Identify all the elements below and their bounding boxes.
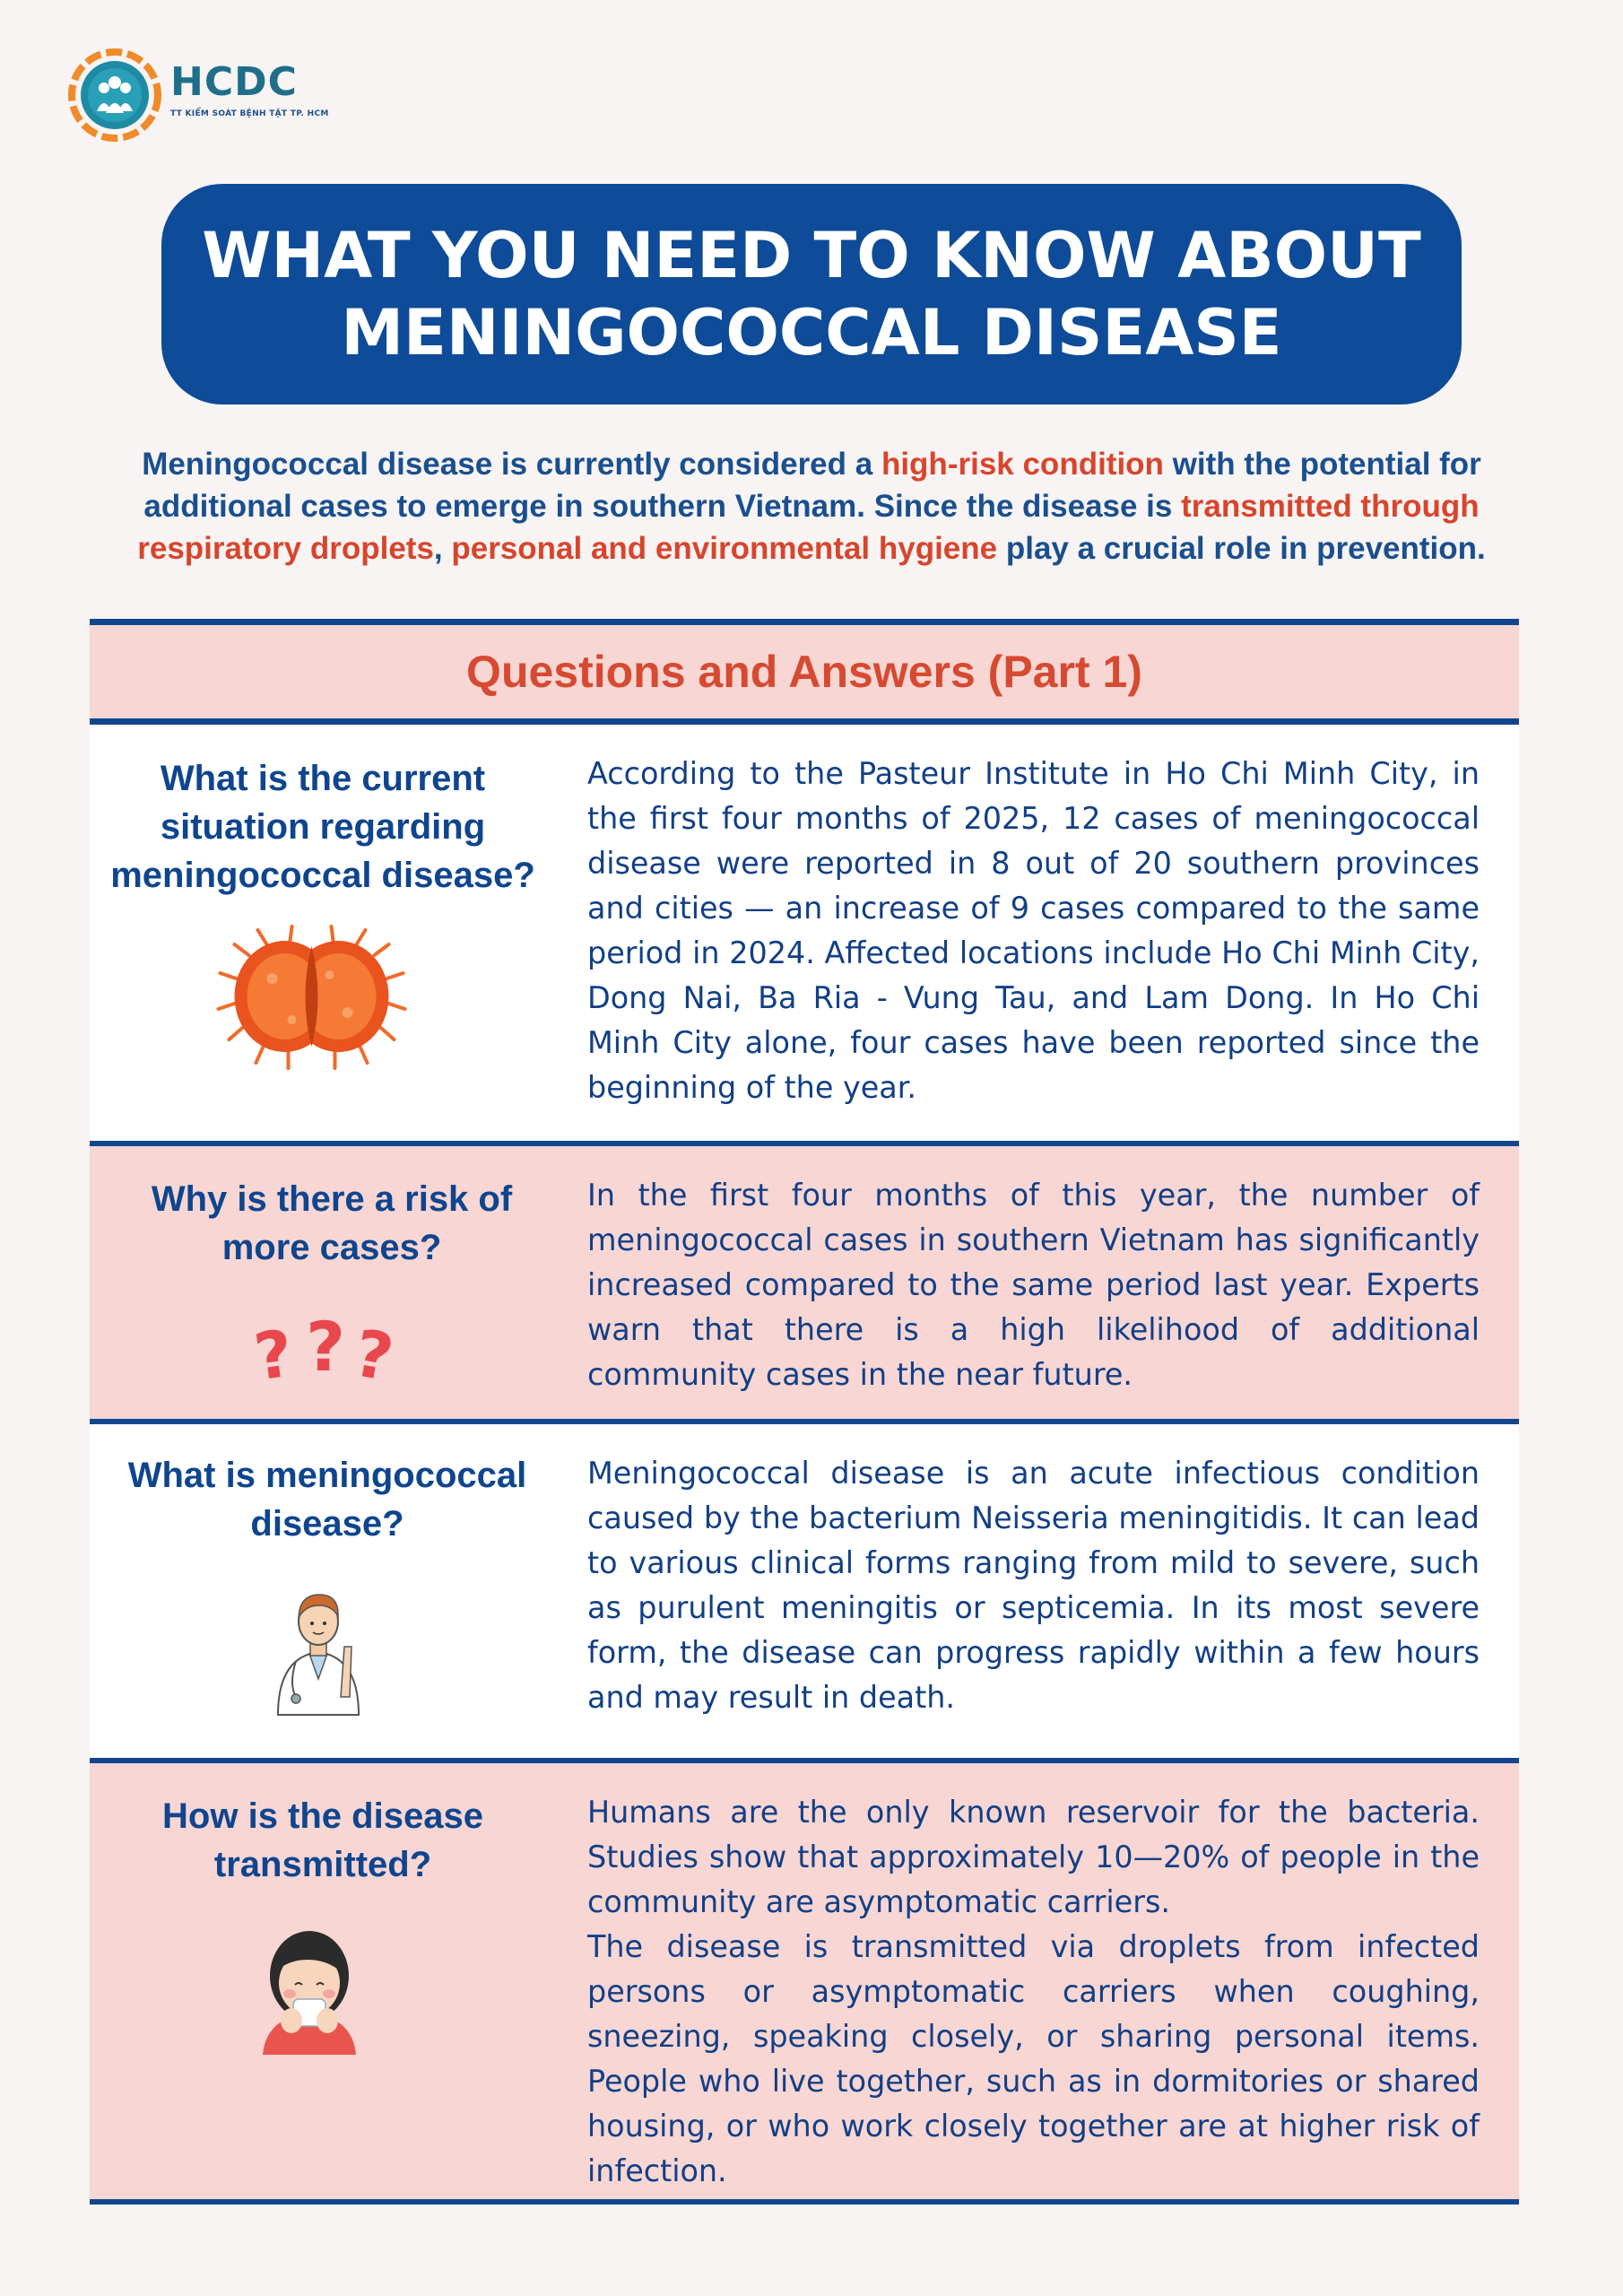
intro-text: play a crucial role in prevention. [997, 531, 1486, 566]
question-transmission: How is the disease transmitted? [162, 1796, 483, 1884]
intro-text: with the potential for additional cases to emerge in southern Vietnam. Since the disease is [143, 447, 1481, 524]
qa-row-what-is-disease [90, 1424, 1519, 1763]
question-current-situation: What is the current situation regarding meningococcal disease? [110, 759, 535, 895]
doctor-icon [269, 1580, 368, 1715]
qa-section [90, 619, 1519, 2205]
answer-transmission [587, 1790, 1480, 2194]
intro-text: Meningococcal disease is currently considered a [142, 447, 881, 482]
answer-what-is-disease: Meningococcal disease is an acute infectious condition caused by the bacterium Neisseria meningitidis. It can lead to various clinical forms ranging from mild to severe, such as purulent meningitis or septicemia. In its most severe form, the disease can progress rapidly within a few hours and may result in death. [587, 1456, 1480, 1715]
question-marks-icon [249, 1307, 408, 1396]
svg-text:?: ? [348, 1315, 399, 1396]
qa-row-risk-of-more-cases [90, 1146, 1519, 1424]
answer-risk-of-more-cases: In the first four months of this year, the number of meningococcal cases in southern Vietnam has significantly increased compared to the same period last year. Experts warn that there is a high likelihood of additional community cases in the near future. [587, 1178, 1480, 1392]
qa-row-transmission [90, 1763, 1519, 2205]
qa-row-current-situation [90, 725, 1519, 1146]
title-line-2: MENINGOCOCCAL DISEASE [341, 296, 1282, 370]
answer-transmission-p2: The disease is transmitted via droplets from infected persons or asymptomatic carriers when coughing, sneezing, speaking closely, or sharing personal items. People who live together, such as in dormitories or shared housing, or who work closely together are at higher risk of infection. [587, 1929, 1480, 2188]
bacteria-icon [211, 926, 412, 1070]
svg-text:?: ? [249, 1315, 298, 1396]
qa-header [90, 619, 1519, 725]
intro-highlight: personal and environmental hygiene [451, 531, 998, 566]
logo-name: HCDC [170, 59, 298, 105]
logo-subtitle: TT KIỂM SOÁT BỆNH TẬT TP. HCM [170, 109, 329, 118]
answer-transmission-p1: Humans are the only known reservoir for the bacteria. Studies show that approximately 10—20% of people in the community are asymptomatic carriers. [587, 1795, 1480, 1919]
title-banner [161, 184, 1462, 404]
question-what-is-disease: What is meningococcal disease? [127, 1456, 527, 1544]
svg-text:?: ? [306, 1307, 346, 1387]
answer-current-situation: According to the Pasteur Institute in Ho Chi Minh City, in the first four months of 2025, 12 cases of meningococcal disease were reported in 8 out of 20 southern provinces and cities — an increase of 9 cases compared to the same period in 2024. Affected locations include Ho Chi Minh City, Dong Nai, Ba Ria - Vung Tau, and Lam Dong. In Ho Chi Minh City alone, four cases have been reported since the beginning of the year. [587, 756, 1480, 1105]
title-line-1: WHAT YOU NEED TO KNOW ABOUT [202, 219, 1421, 292]
hcdc-logo-icon [68, 48, 161, 142]
coughing-girl-icon [256, 1920, 363, 2055]
qa-header-title: Questions and Answers (Part 1) [466, 647, 1142, 697]
intro-highlight: high-risk condition [881, 447, 1164, 482]
intro-paragraph [108, 443, 1515, 570]
hcdc-logo [68, 48, 337, 147]
question-risk-of-more-cases: Why is there a risk of more cases? [151, 1179, 513, 1267]
intro-text: , [433, 531, 452, 566]
intro-highlight: transmitted through respiratory droplets [137, 489, 1480, 566]
